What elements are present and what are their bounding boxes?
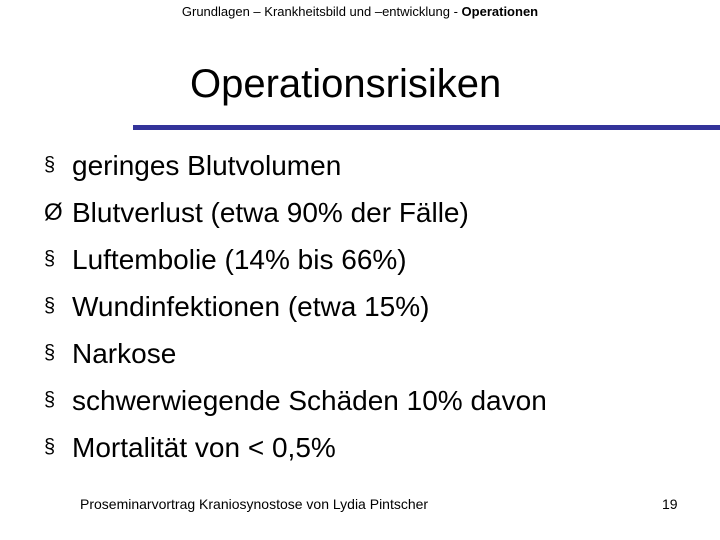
bullet-text: Blutverlust (etwa 90% der Fälle) [72,196,469,228]
bullet-text: schwerwiegende Schäden 10% davon [72,384,547,416]
bullet-item [44,142,547,189]
bullet-text: Wundinfektionen (etwa 15%) [72,290,430,322]
section-sign-icon: § [44,248,56,270]
arrow-right-icon: Ø [44,198,63,226]
bullet-text: Mortalität von < 0,5% [72,431,336,463]
bullet-list [44,142,547,471]
bullet-item [44,330,547,377]
bullet-text: geringes Blutvolumen [72,149,342,181]
section-sign-icon: § [44,342,56,364]
bullet-item [44,236,547,283]
bullet-text: Narkose [72,337,177,369]
section-sign-icon: § [44,436,56,458]
footer-presenter: Proseminarvortrag Kraniosynostose von Lydia Pintscher [80,496,429,512]
bullet-item [44,189,547,236]
header-text: Grundlagen – Krankheitsbild und –entwicklung - [181,4,462,19]
slide-title: Operationsrisiken [190,62,502,106]
bullet-item [44,377,547,424]
title-underline [133,125,720,130]
slide-header [0,4,720,20]
section-sign-icon: § [44,295,56,317]
section-sign-icon: § [44,154,56,176]
header-section: Operationen [461,4,539,19]
section-sign-icon: § [44,389,56,411]
bullet-text: Luftembolie (14% bis 66%) [72,243,407,275]
bullet-item [44,283,547,330]
page-number: 19 [662,496,678,512]
bullet-item [44,424,547,471]
